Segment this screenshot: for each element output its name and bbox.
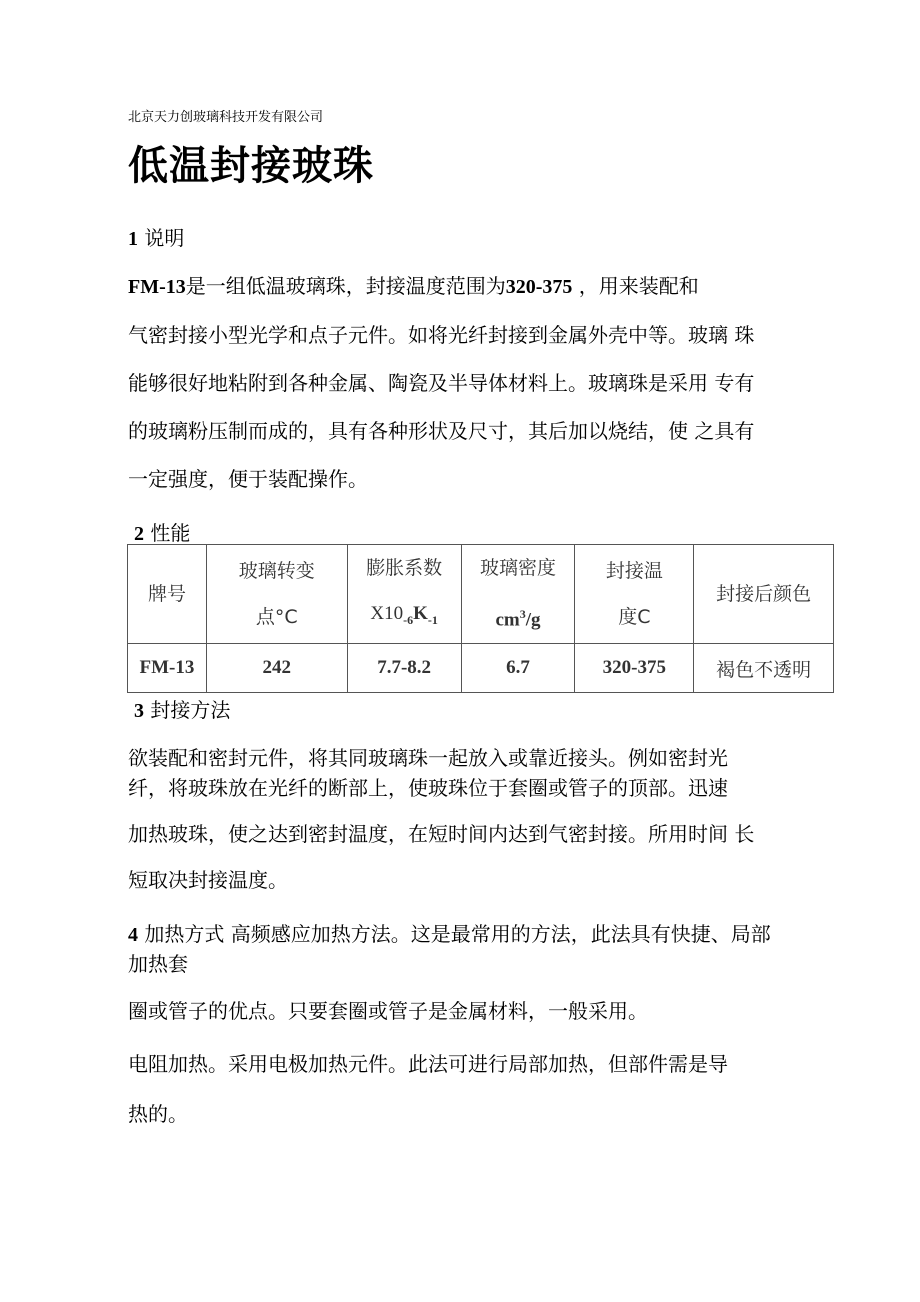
- cell-sealing-temp: 320-375: [575, 644, 694, 693]
- cell-expansion: 7.7-8.2: [347, 644, 461, 693]
- line-tail: ，用来装配和: [572, 274, 699, 298]
- table-header-row: [128, 545, 834, 644]
- unit-part: cm: [495, 609, 520, 631]
- section-1-line-4: 的玻璃粉压制而成的，具有各种形状及尺寸，其后加以烧结，使 之具有: [128, 419, 755, 443]
- header-text-2: [348, 591, 461, 643]
- header-text: 封接温: [605, 560, 663, 583]
- header-grade: [128, 545, 207, 644]
- header-density: [461, 545, 575, 644]
- header-transition-point: [206, 545, 347, 644]
- properties-table: [127, 544, 834, 693]
- section-3-line-2: 纤，将玻珠放在光纤的断部上，使玻珠位于套圈或管子的顶部。迅速: [128, 776, 728, 800]
- header-text: 牌号: [147, 583, 186, 606]
- section-3-heading: [134, 694, 230, 723]
- section-1-line-2: 气密封接小型光学和点子元件。如将光纤封接到金属外壳中等。玻璃 珠: [128, 323, 755, 347]
- header-text: 玻璃转变: [238, 560, 315, 583]
- page-title: 低温封接玻珠: [128, 143, 374, 189]
- unit-part: X10: [370, 603, 404, 625]
- header-text: 封接后颜色: [716, 583, 812, 606]
- section-1-title: 说明: [144, 226, 185, 250]
- cell-grade: FM-13: [128, 644, 207, 693]
- section-4-line-5: 热的。: [128, 1102, 188, 1126]
- temp-range: 320-375: [505, 276, 573, 298]
- unit-part: K: [413, 603, 428, 625]
- header-text-2: 点°C: [255, 606, 298, 629]
- header-expansion-coefficient: [347, 545, 461, 644]
- unit-sub: -1: [427, 613, 438, 628]
- header-text: 玻璃密度: [479, 557, 556, 579]
- header-text-2: 度C: [618, 606, 651, 629]
- section-4-line-2: 加热套: [128, 952, 188, 976]
- cell-density: 6.7: [461, 644, 575, 693]
- section-3-number: 3: [134, 700, 144, 722]
- section-4-line-1: [128, 918, 771, 947]
- company-name: 北京天力创玻璃科技开发有限公司: [128, 110, 324, 125]
- section-2-heading: [134, 517, 190, 546]
- header-sealing-temp: [575, 545, 694, 644]
- section-2-number: 2: [134, 523, 144, 545]
- unit-sup: 3: [519, 607, 526, 621]
- section-3-line-4: 短取决封接温度。: [128, 868, 288, 892]
- unit-part: /g: [525, 609, 541, 631]
- product-code: FM-13: [128, 276, 186, 298]
- section-1-line-3: 能够很好地粘附到各种金属、陶瓷及半导体材料上。玻璃珠是采用 专有: [128, 371, 755, 395]
- unit-sub: -6: [403, 613, 414, 628]
- header-text-2: [462, 591, 575, 643]
- section-1-heading: [128, 222, 184, 251]
- line-text: 高频感应加热方法。这是最常用的方法，此法具有快捷、局部: [224, 922, 771, 946]
- section-1-number: 1: [128, 228, 138, 250]
- section-4-title: 加热方式: [144, 922, 225, 946]
- section-3-line-1: 欲装配和密封元件，将其同玻璃珠一起放入或靠近接头。例如密封光: [128, 746, 728, 770]
- section-1-line-5: 一定强度，便于装配操作。: [128, 467, 368, 491]
- section-2-title: 性能: [150, 521, 191, 545]
- header-color-after-sealing: [694, 545, 834, 644]
- section-3-line-3: 加热玻珠，使之达到密封温度，在短时间内达到气密封接。所用时间 长: [128, 822, 755, 846]
- section-3-title: 封接方法: [150, 698, 231, 722]
- line-text: 是一组低温玻璃珠，封接温度范围为: [185, 274, 506, 298]
- cell-color: 褐色不透明: [694, 644, 834, 693]
- header-text: 膨胀系数: [366, 557, 443, 580]
- section-4-number: 4: [128, 924, 138, 946]
- section-1-line-1: [128, 270, 699, 299]
- cell-transition-point: 242: [206, 644, 347, 693]
- table-row: [128, 644, 834, 693]
- section-4-line-4: 电阻加热。采用电极加热元件。此法可进行局部加热，但部件需是导: [128, 1052, 728, 1076]
- section-4-line-3: 圈或管子的优点。只要套圈或管子是金属材料，一般采用。: [128, 999, 648, 1023]
